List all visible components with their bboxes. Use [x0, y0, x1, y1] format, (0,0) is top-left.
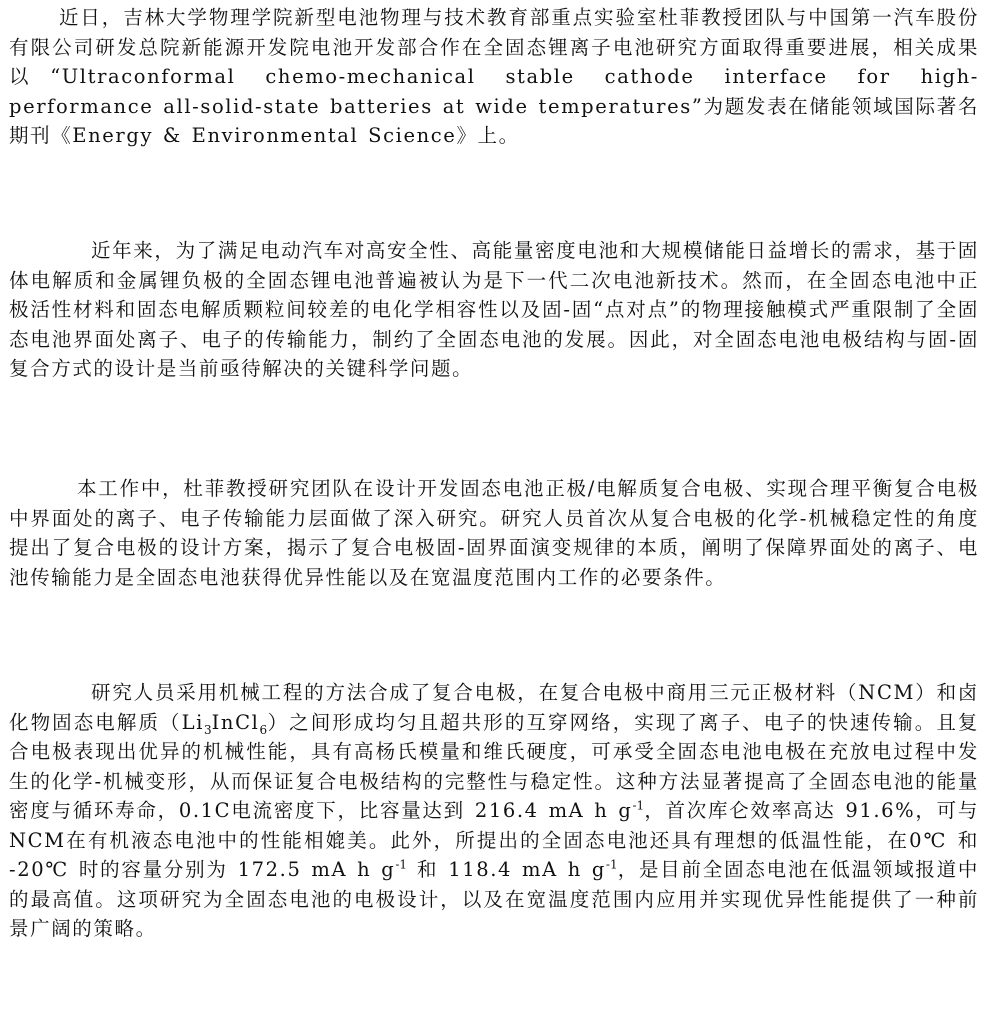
results-formula-incl: InCl: [211, 710, 260, 734]
unit-superscript-1: -1: [632, 798, 645, 813]
results-text-4: 和 118.4 mA h g: [407, 858, 606, 881]
results-text-3: ，首次库仑效率高达 91.6%，可与NCM在有机液态电池中的性能相媲美。此外，所提出的全固态电池还具有理想的低温性能，在0℃ 和 -20℃ 时的容量分别为 172.5 mA h g: [9, 799, 980, 881]
results-text-1: 研究人员采用机械工程的方法合成了复合电极，在复合电极中商用三元正极材料（NCM）和卤化物固态电解质（Li: [9, 681, 979, 734]
results-text-5: ，是目前全固态电池在低温领域报道中的最高值。这项研究为全固态电池的电极设计，以及在宽温度范围内应用并实现优异性能提供了一种前景广阔的策略。: [9, 858, 979, 940]
paragraph-background: 近年来，为了满足电动汽车对高安全性、高能量密度电池和大规模储能日益增长的需求，基于固体电解质和金属锂负极的全固态锂电池普遍被认为是下一代二次电池新技术。然而，在全固态电池中正极活性材料和固态电解质颗粒间较差的电化学相容性以及固-固“点对点”的物理接触模式严重限制了全固态电池界面处离子、电子的传输能力，制约了全固态电池的发展。因此，对全固态电池电极结构与固-固复合方式的设计是当前亟待解决的关键科学问题。: [9, 239, 979, 380]
formula-subscript-li: 3: [203, 722, 212, 737]
paragraph-research-focus: 本工作中，杜菲教授研究团队在设计开发固态电池正极/电解质复合电极、实现合理平衡复合电极中界面处的离子、电子传输能力层面做了深入研究。研究人员首次从复合电极的化学-机械稳定性的角度提出了复合电极的设计方案，揭示了复合电极固-固界面演变规律的本质，阐明了保障界面处的离子、电池传输能力是全固态电池获得优异性能以及在宽温度范围内工作的必要条件。: [9, 477, 979, 589]
results-text-2: ）之间形成均匀且超共形的互穿网络，实现了离子、电子的快速传输。且复合电极表现出优异的机械性能，具有高杨氏模量和维氏硬度，可承受全固态电池电极在充放电过程中发生的化学-机械变形，从而保证复合电极结构的完整性与稳定性。这种方法显著提高了全固态电池的能量密度与循环寿命，0.1C电流密度下，比容量达到 216.4 mA h g: [9, 710, 980, 822]
formula-subscript-cl: 6: [259, 722, 268, 737]
paragraph-results: [9, 678, 979, 944]
unit-superscript-2: -1: [395, 857, 408, 872]
paragraph-intro: 近日，吉林大学物理学院新型电池物理与技术教育部重点实验室杜菲教授团队与中国第一汽车股份有限公司研发总院新能源开发院电池开发部合作在全固态锂离子电池研究方面取得重要进展，相关成果以“Ultraconformal chemo-mechanical stable cathode interface for high-performance all-solid-state batteries at wide temperatures”为题发表在储能领域国际著名期刊《Energy & Environmental Science》上。: [9, 6, 979, 147]
unit-superscript-3: -1: [605, 857, 618, 872]
